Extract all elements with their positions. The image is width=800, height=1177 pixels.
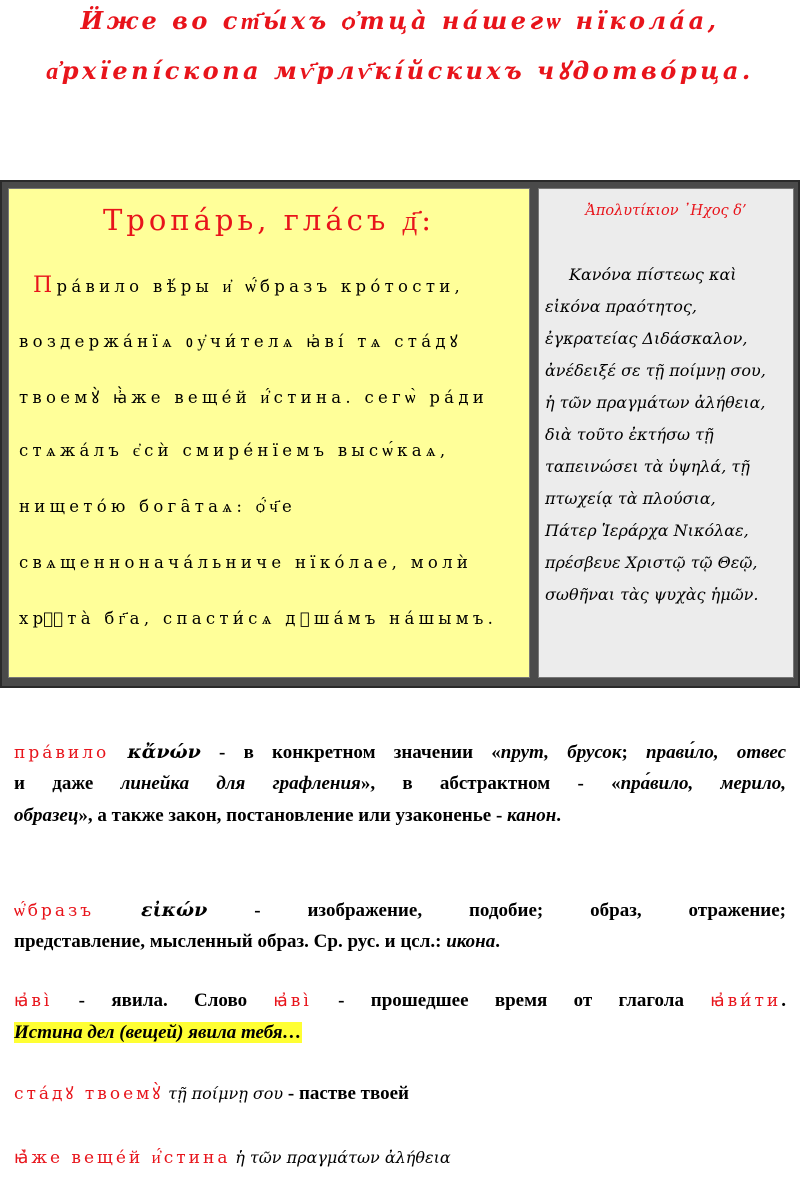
slavonic-line-6: свѧщеннонача́льниче нїко́лае, молѝ	[19, 553, 473, 572]
greek-line-3: ἐγκρατείας Διδάσκαλον,	[545, 329, 748, 348]
slavonic-line-5: нището́ю бога̑таѧ: ѻ҆́ч҃е	[19, 497, 297, 516]
title-line-1: Ӥже во ст҃ы́хъ ѻ҆тца̀ на́шегѡ нїкола́а,	[80, 6, 720, 35]
slavonic-heading: Тропа́рь, гла́съ д҃:	[102, 203, 436, 237]
note-obraz-line-1: ѡ҆́бразъ εἰκών - изображение, подобие; образ, отражение;	[14, 899, 787, 921]
greek-line-9: Πάτερ Ἱεράρχα Νικόλαε,	[545, 521, 749, 540]
slavonic-line-3: твоемꙋ̀ ꙗ҆̀же веще́й и҆́стина. сегѡ̀ ра́ди	[19, 388, 489, 407]
greek-line-6: διὰ τοῦτο ἐκτήσω τῇ	[545, 425, 714, 444]
slavonic-line-2: воздержа́нїѧ ᲂу҆чи́телѧ ꙗ҆ві́ тѧ ста́дꙋ	[19, 332, 462, 351]
slavonic-line-1: Пра́вило вѣ́ры и҆ ѡ҆́бразъ кро́тости,	[33, 273, 465, 298]
greek-line-5: ἡ τῶν πραγμάτων ἀλήθεια,	[545, 393, 766, 412]
slavonic-panel	[8, 188, 530, 678]
note-yavi-line-2	[14, 1017, 786, 1049]
note-pravilo-line-2: и даже линейка для графления», в абстрактном - «пра́вило, мерило,	[14, 773, 786, 794]
greek-heading: Ἀπολυτίκιον ᾿Ηχος δ’	[585, 203, 747, 219]
greek-line-8: πτωχείᾳ τὰ πλούσια,	[545, 489, 716, 508]
troparion-frame	[0, 180, 800, 688]
greek-line-11: σωθῆναι τὰς ψυχὰς ἡμῶν.	[545, 585, 759, 604]
slavonic-line-4: стѧжа́лъ є҆сѝ смире́нїемъ высѡ́каѧ,	[19, 441, 450, 460]
greek-panel	[538, 188, 794, 678]
drop-cap: П	[33, 273, 57, 298]
title-line-2: а҆рхїепі́скопа мѵ҃рлѵ҃кі́йскихъ чꙋдотво́рца.	[46, 56, 754, 85]
note-pravilo-line-3: образец», а также закон, постановление или узаконенье - канон.	[14, 805, 562, 826]
greek-line-10: πρέσβευε Χριστῷ τῷ Θεῷ,	[545, 553, 758, 572]
note-obraz-line-2: представление, мысленный образ. Ср. рус. и цсл.: икона.	[14, 931, 500, 952]
greek-line-2: εἰκόνα πραότητος,	[545, 297, 697, 316]
greek-line-7: ταπεινώσει τὰ ὑψηλά, τῇ	[545, 457, 750, 476]
slavonic-line-7: хрⷭ҇та̀ бг҃а, спасти́сѧ дꙋша́мъ на́шымъ.	[19, 609, 498, 628]
greek-line-1: Κανόνα πίστεως καὶ	[569, 265, 737, 284]
note-stadu-line: ста́дꙋ твоемꙋ̀ τῇ ποίμνῃ σου - пастве твоей	[14, 1083, 409, 1104]
greek-line-4: ἀνέδειξέ σε τῇ ποίμνῃ σου,	[545, 361, 766, 380]
note-yavi-line-1: ꙗ҆ві̀ - явила. Слово ꙗ҆ві̀ - прошедшее время от глагола ꙗ҆ви́ти.	[14, 990, 786, 1011]
note-pravilo-line-1: пра́вило κἄνών - в конкретном значении «прут, брусок; прави́ло, отвес	[14, 741, 787, 763]
highlighted-translation: Истина дел (вещей) явила тебя…	[14, 1022, 302, 1043]
note-istina-line: ꙗ҆̀же веще́й и҆́стина ἡ τῶν πραγμάτων ἀλήθεια	[14, 1148, 451, 1168]
